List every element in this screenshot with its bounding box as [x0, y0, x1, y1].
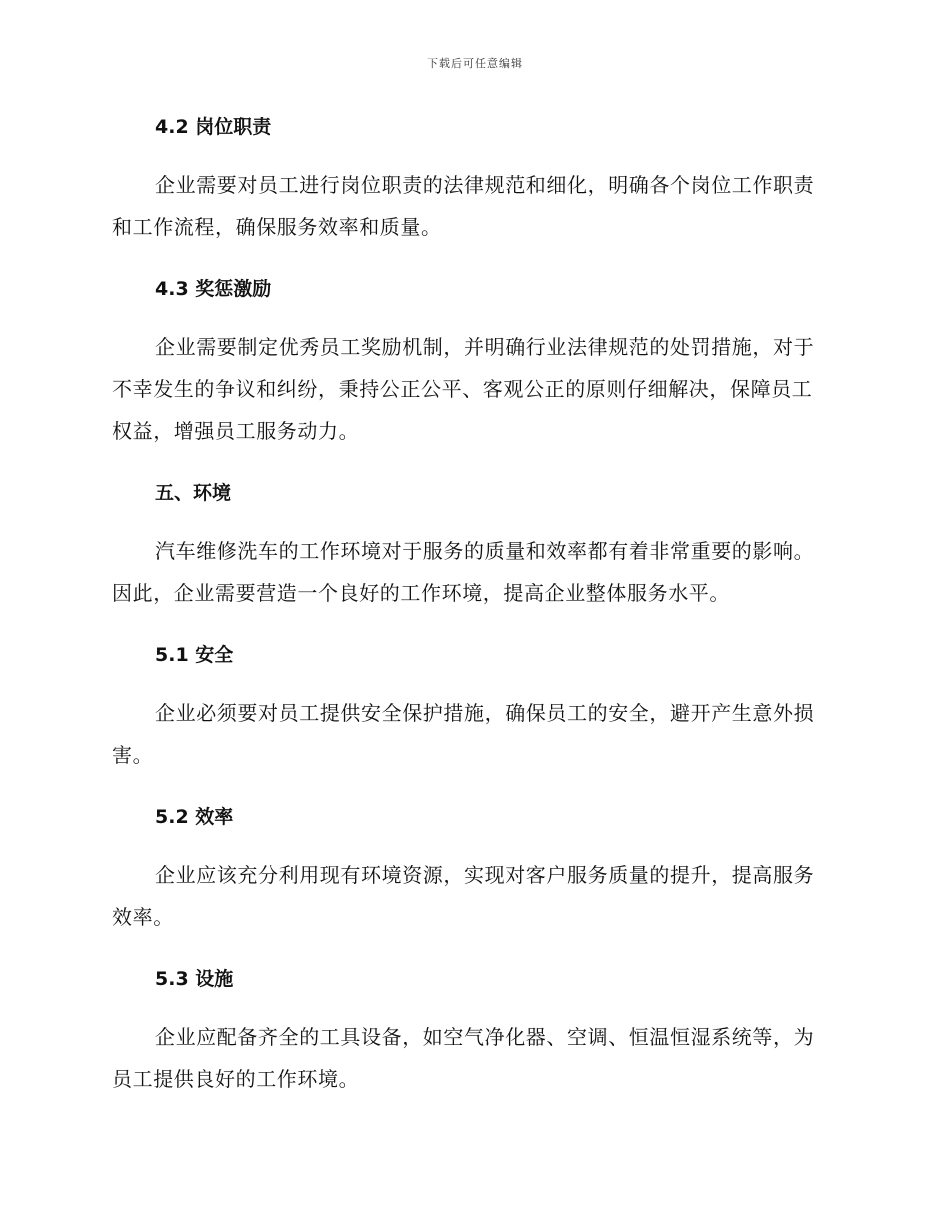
section-paragraph-5-2: 企业应该充分利用现有环境资源，实现对客户服务质量的提升，提高服务效率。 — [112, 863, 815, 929]
section-heading-5: 五、环境 — [155, 482, 232, 504]
section-paragraph-5-1: 企业必须要对员工提供安全保护措施，确保员工的安全，避开产生意外损害。 — [112, 701, 815, 767]
section-heading-5-3: 5.3 设施 — [155, 968, 234, 990]
section-paragraph-4-3: 企业需要制定优秀员工奖励机制，并明确行业法律规范的处罚措施，对于不幸发生的争议和纠纷，秉持公正公平、客观公正的原则仔细解决，保障员工权益，增强员工服务动力。 — [112, 335, 815, 443]
header-note: 下载后可任意编辑 — [427, 57, 523, 70]
document-body — [112, 110, 832, 1124]
section-paragraph-4-2: 企业需要对员工进行岗位职责的法律规范和细化，明确各个岗位工作职责和工作流程，确保服务效率和质量。 — [112, 173, 815, 239]
section-paragraph-5-3: 企业应配备齐全的工具设备，如空气净化器、空调、恒温恒湿系统等，为员工提供良好的工作环境。 — [112, 1025, 815, 1091]
section-heading-4-3: 4.3 奖惩激励 — [155, 278, 272, 300]
section-paragraph-5: 汽车维修洗车的工作环境对于服务的质量和效率都有着非常重要的影响。因此，企业需要营造一个良好的工作环境，提高企业整体服务水平。 — [112, 539, 815, 605]
section-heading-5-1: 5.1 安全 — [155, 644, 234, 666]
section-heading-4-2: 4.2 岗位职责 — [155, 116, 272, 138]
section-heading-5-2: 5.2 效率 — [155, 806, 234, 828]
